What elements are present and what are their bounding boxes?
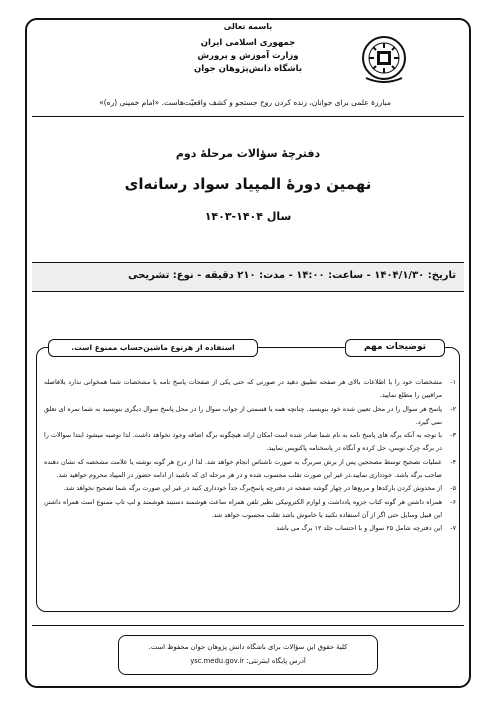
booklet-year: سال ۱۴۰۴-۱۴۰۳	[204, 210, 292, 223]
header-line-country: جمهوری اسلامی ایران	[200, 38, 296, 48]
item-text: همراه داشتن هر گونه کتاب جزوه یادداشت و لوازم الکترونیکی نظیر تلفن همراه ساعت هوشمند دستبند هوشمند و لپ تاپ ممنوع است همراه داشتن این قبیل وسایل حتی اگر از آن استفاده نکنید یا خاموش باشد تقلب محسوب خواهد شد.	[44, 497, 442, 519]
booklet-title: نهمین دورهٔ المپیاد سواد رسانه‌ای	[124, 175, 372, 193]
footer-box	[118, 635, 378, 675]
organization-lines	[0, 37, 496, 76]
item-number: ۱-	[450, 378, 456, 386]
item-number: ۵-	[450, 484, 456, 493]
header-divider	[32, 116, 464, 117]
list-item	[44, 482, 456, 495]
item-number: ۴-	[450, 457, 456, 466]
list-item	[44, 376, 456, 403]
motto-quote: مبارزهٔ علمی برای جوانان، زنده کردن روح جستجو و کشف واقعیّت‌هاست. «امام خمینی (ره)»	[99, 98, 391, 107]
footer-divider	[32, 625, 464, 626]
header-line-club: باشگاه دانش‌پژوهان جوان	[193, 64, 303, 74]
item-number: ۷-	[450, 524, 456, 533]
copyright-text: کلیهٔ حقوق این سؤالات برای باشگاه دانش پژوهان جوان محفوظ است.	[148, 643, 348, 651]
calculator-note: استفاده از هرنوع ماشین‌حساب ممنوع است.	[48, 339, 258, 357]
header-line-ministry: وزارت آموزش و پرورش	[197, 51, 299, 61]
item-text: از مخدوش کردن بارکدها و مربع‌ها در چهار گوشه صفحه در دفترچه پاسخ‌برگ جداً خودداری کنید در غیر این صورت برگه شما تصحیح نخواهد شد.	[63, 484, 442, 493]
list-item	[44, 403, 456, 430]
list-item	[44, 522, 456, 535]
item-number: ۲-	[450, 404, 456, 413]
website-text: آدرس پایگاه اینترنتی: ysc.medu.gov.ir	[190, 657, 306, 665]
list-item	[44, 456, 456, 483]
item-text: با توجه به آنکه برگه های پاسخ نامه به نام شما صادر شده است امکان ارائه هیچگونه برگه اضافه وجود نخواهد داشت. لذا توصیه میشود ابتدا سوالات را در برگه چرک نویس، حل کرده و آنگاه در پاسخنامه پاکنویس نمایید.	[44, 431, 442, 453]
item-text: این دفترچه شامل ۲۵ سوال و با احتساب جلد ۱۲ برگ می باشد	[276, 524, 442, 533]
booklet-subtitle: دفترچهٔ سؤالات مرحلهٔ دوم	[175, 147, 321, 160]
item-text: مشخصات خود را با اطلاعات بالای هر صفحه تطبیق دهید در صورتی که حتی یکی از صفحات پاسخ نامه با مشخصات شما همخوانی ندارد بلافاصله مراقبین را مطلع نمایید.	[44, 378, 442, 400]
exam-info-bar: تاریخ: ۱۴۰۴/۱/۳۰ - ساعت: ۱۴:۰۰ - مدت: ۲۱۰ دقیقه - نوع: تشریحی	[32, 262, 464, 292]
item-number: ۶-	[450, 497, 456, 506]
notes-heading: توضیحات مهم	[345, 339, 445, 357]
item-number: ۳-	[450, 431, 456, 440]
list-item	[44, 429, 456, 456]
notes-list	[44, 376, 456, 536]
item-text: عملیات تصحیح توسط مصححین پس از برش سربرگ به صورت ناشناس انجام خواهد شد. لذا از درج هر گونه نوشته یا علامت مشخصه که نشان دهنده صاحب برگه باشد. خودداری نمایید.در غیر این صورت تقلب محسوب شده و در هر مرحله ای که باشید از ادامه حضور در المپیاد محروم خواهید شد.	[44, 457, 442, 480]
list-item	[44, 496, 456, 523]
basmala: باسمه تعالی	[223, 22, 273, 31]
ysc-logo-icon	[360, 34, 408, 86]
item-text: پاسخ هر سوال را در محل تعیین شده خود بنویسید. چنانچه همه یا قسمتی از جواب سوال را در محل پاسخ سوال دیگری بنویسید به شما نمره ای تعلق نمی گیرد.	[44, 404, 442, 426]
